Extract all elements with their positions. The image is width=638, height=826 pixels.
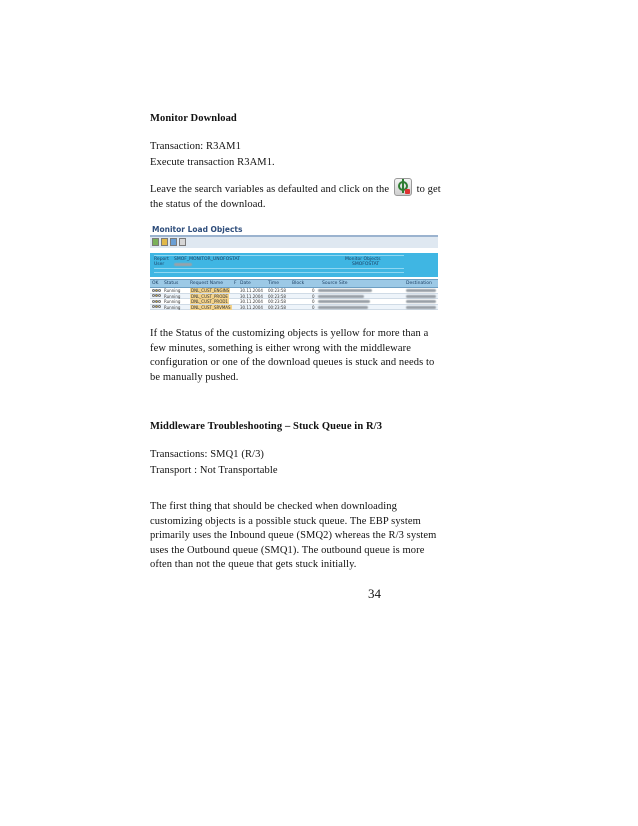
col-destination: Destination	[406, 281, 432, 286]
transaction-r3am1: Transaction: R3AM1	[150, 141, 241, 152]
col-source-site: Source Site	[322, 281, 348, 286]
para2-line: The first thing that should be checked when downloading	[150, 501, 397, 512]
execute-instruction: Execute transaction R3AM1.	[150, 157, 275, 168]
para2-line: often than not the queue that gets stuck initially.	[150, 559, 357, 570]
instruction-after: to get	[416, 184, 441, 195]
source-site-blurred	[318, 295, 364, 298]
col-request-name: Request Name	[190, 281, 223, 286]
row-block: 0	[312, 293, 315, 299]
page-number: 34	[368, 586, 381, 601]
row-date: 30.11.2004	[240, 304, 263, 310]
row-time: 00:23:58	[268, 293, 286, 299]
traffic-light-icon	[152, 289, 161, 293]
col-time: Time	[268, 281, 280, 286]
refresh-icon	[152, 238, 159, 246]
status-paragraph	[150, 327, 450, 385]
col-f: F	[234, 281, 237, 286]
traffic-light-icon	[152, 300, 161, 304]
row-date: 30.11.2004	[240, 293, 263, 299]
screenshot-title: Monitor Load Objects	[152, 225, 243, 234]
row-block: 0	[312, 304, 315, 310]
destination-blurred	[406, 289, 436, 292]
instruction-before: Leave the search variables as defaulted and click on the	[150, 184, 390, 195]
transactions-smq1: Transactions: SMQ1 (R/3)	[150, 449, 265, 460]
traffic-light-icon	[152, 305, 161, 309]
col-ok: OK	[152, 281, 159, 286]
report-label: Report	[154, 257, 169, 262]
row-time: 00:23:58	[268, 288, 286, 293]
row-request: DNL_CUST_SRVMAS	[191, 304, 231, 310]
screenshot-toolbar	[150, 237, 438, 248]
source-site-blurred	[318, 306, 368, 309]
source-site-blurred	[318, 300, 370, 303]
monitor-objects-sub: SMOFOSTAT	[352, 262, 380, 267]
monitor-objects-title: Monitor Objects	[345, 257, 381, 262]
user-value-blurred	[174, 263, 192, 266]
table-header	[150, 279, 438, 288]
col-status: Status	[164, 281, 179, 286]
report-header-area	[150, 253, 438, 277]
table-body	[150, 288, 438, 310]
heading-monitor-download: Monitor Download	[150, 113, 237, 124]
para1-line: configuration or one of the download queues is stuck and needs to	[150, 357, 435, 368]
col-block: Block	[292, 281, 305, 286]
row-status: Running	[164, 293, 181, 299]
row-status: Running	[164, 304, 181, 310]
traffic-light-icon	[152, 294, 161, 298]
destination-blurred	[406, 295, 436, 298]
monitor-load-objects-screenshot	[150, 224, 438, 310]
instruction-paragraph	[150, 178, 450, 212]
instruction-line2: the status of the download.	[150, 198, 266, 210]
heading-middleware-troubleshooting: Middleware Troubleshooting – Stuck Queue in R/3	[150, 421, 383, 432]
para1-line: be manually pushed.	[150, 371, 239, 383]
execute-gear-icon	[394, 178, 412, 196]
report-value: SMOF_MONITOR_UNOFOSTAT	[174, 257, 240, 262]
destination-blurred	[406, 306, 436, 309]
user-label: User	[154, 262, 165, 267]
edit-icon	[161, 238, 168, 246]
row-request: DNL_CUST_ENGINS	[191, 288, 230, 293]
row-status: Running	[164, 288, 181, 293]
row-time: 00:23:58	[268, 299, 286, 304]
destination-blurred	[406, 300, 436, 303]
stuck-queue-paragraph	[150, 500, 450, 573]
detail-icon	[170, 238, 177, 246]
para1-line: If the Status of the customizing objects is yellow for more than a	[150, 328, 429, 339]
para1-line: few minutes, something is either wrong with the middleware	[150, 342, 411, 354]
row-date: 30.11.2004	[240, 288, 263, 293]
para2-line: uses the Outbound queue (SMQ1). The outbound queue is more	[150, 544, 425, 556]
row-block: 0	[312, 299, 315, 304]
row-date: 30.11.2004	[240, 299, 263, 304]
col-date: Date	[240, 281, 251, 286]
para2-line: customizing objects is a possible stuck queue. The EBP system	[150, 515, 421, 527]
para2-line: primarily uses the Inbound queue (SMQ2) whereas the R/3 system	[150, 530, 437, 541]
row-block: 0	[312, 288, 315, 293]
transport-info: Transport : Not Transportable	[150, 465, 278, 476]
row-request: DNL_CUST_PROD1	[191, 299, 228, 304]
filter-icon	[179, 238, 186, 246]
source-site-blurred	[318, 289, 372, 292]
row-request: DNL_CUST_PRODE	[191, 293, 228, 299]
table-row	[150, 305, 438, 311]
row-status: Running	[164, 299, 181, 304]
row-time: 00:23:58	[268, 304, 286, 310]
